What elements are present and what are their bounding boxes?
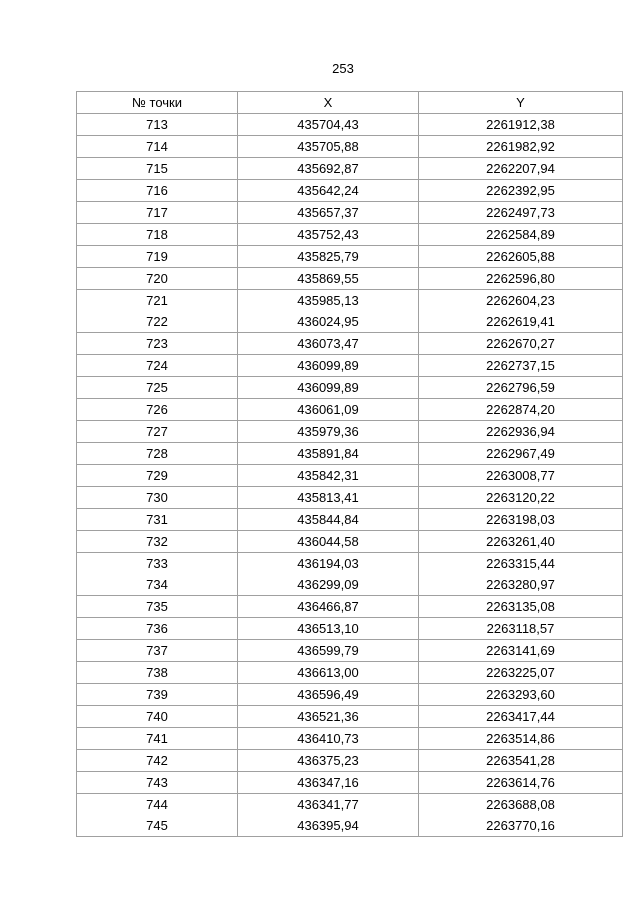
cell-point-number: 731	[77, 509, 238, 531]
cell-y: 2262584,89	[419, 224, 623, 246]
table-row	[77, 662, 623, 684]
cell-y: 2263008,77	[419, 465, 623, 487]
table-row	[77, 399, 623, 421]
cell-y: 2263198,03	[419, 509, 623, 531]
cell-point-number: 717	[77, 202, 238, 224]
cell-y: 2262796,59	[419, 377, 623, 399]
cell-y: 2263514,86	[419, 728, 623, 750]
cell-point-number: 736	[77, 618, 238, 640]
cell-point-number: 724	[77, 355, 238, 377]
table-row	[77, 640, 623, 662]
cell-x: 435869,55	[238, 268, 419, 290]
cell-y: 2263417,44	[419, 706, 623, 728]
cell-x: 436024,95	[238, 311, 419, 333]
table-row	[77, 333, 623, 355]
cell-x: 436596,49	[238, 684, 419, 706]
table-row	[77, 465, 623, 487]
header-point-number: № точки	[77, 92, 238, 114]
cell-y: 2263135,08	[419, 596, 623, 618]
cell-x: 435704,43	[238, 114, 419, 136]
cell-point-number: 719	[77, 246, 238, 268]
cell-y: 2263293,60	[419, 684, 623, 706]
cell-y: 2262605,88	[419, 246, 623, 268]
table-row	[77, 158, 623, 180]
cell-point-number: 720	[77, 268, 238, 290]
table-row	[77, 443, 623, 465]
cell-x: 435979,36	[238, 421, 419, 443]
table-row	[77, 772, 623, 794]
cell-x: 436613,00	[238, 662, 419, 684]
cell-point-number: 716	[77, 180, 238, 202]
cell-y: 2263261,40	[419, 531, 623, 553]
cell-point-number: 738	[77, 662, 238, 684]
cell-y: 2263280,97	[419, 574, 623, 596]
table-row	[77, 136, 623, 158]
table-row	[77, 487, 623, 509]
cell-x: 435985,13	[238, 290, 419, 312]
cell-y: 2263141,69	[419, 640, 623, 662]
cell-x: 436466,87	[238, 596, 419, 618]
cell-point-number: 728	[77, 443, 238, 465]
cell-point-number: 739	[77, 684, 238, 706]
cell-y: 2263541,28	[419, 750, 623, 772]
cell-x: 435813,41	[238, 487, 419, 509]
table-row	[77, 355, 623, 377]
cell-x: 435842,31	[238, 465, 419, 487]
cell-y: 2263120,22	[419, 487, 623, 509]
table-row	[77, 706, 623, 728]
table-row	[77, 311, 623, 333]
cell-x: 436521,36	[238, 706, 419, 728]
table-row	[77, 596, 623, 618]
cell-point-number: 721	[77, 290, 238, 312]
table-row	[77, 794, 623, 816]
table-row	[77, 224, 623, 246]
cell-point-number: 725	[77, 377, 238, 399]
header-y: Y	[419, 92, 623, 114]
cell-x: 435752,43	[238, 224, 419, 246]
cell-point-number: 742	[77, 750, 238, 772]
cell-y: 2262207,94	[419, 158, 623, 180]
table-row	[77, 421, 623, 443]
cell-point-number: 714	[77, 136, 238, 158]
table-row	[77, 509, 623, 531]
table-row	[77, 268, 623, 290]
table-row	[77, 618, 623, 640]
cell-point-number: 745	[77, 815, 238, 837]
table-header-row	[77, 92, 623, 114]
cell-x: 436395,94	[238, 815, 419, 837]
table-row	[77, 815, 623, 837]
page-number: 253	[332, 61, 354, 76]
cell-x: 436073,47	[238, 333, 419, 355]
cell-y: 2262392,95	[419, 180, 623, 202]
cell-y: 2261912,38	[419, 114, 623, 136]
cell-y: 2262874,20	[419, 399, 623, 421]
cell-y: 2262619,41	[419, 311, 623, 333]
cell-point-number: 743	[77, 772, 238, 794]
table-row	[77, 684, 623, 706]
cell-point-number: 729	[77, 465, 238, 487]
table-body	[77, 114, 623, 837]
cell-x: 436410,73	[238, 728, 419, 750]
cell-point-number: 744	[77, 794, 238, 816]
cell-y: 2263225,07	[419, 662, 623, 684]
cell-x: 435705,88	[238, 136, 419, 158]
cell-point-number: 713	[77, 114, 238, 136]
cell-point-number: 740	[77, 706, 238, 728]
table-row	[77, 246, 623, 268]
cell-x: 435844,84	[238, 509, 419, 531]
cell-x: 436099,89	[238, 355, 419, 377]
cell-x: 436061,09	[238, 399, 419, 421]
cell-y: 2262737,15	[419, 355, 623, 377]
cell-x: 435657,37	[238, 202, 419, 224]
cell-y: 2261982,92	[419, 136, 623, 158]
cell-point-number: 727	[77, 421, 238, 443]
cell-point-number: 723	[77, 333, 238, 355]
coordinates-table	[76, 91, 623, 837]
cell-x: 435692,87	[238, 158, 419, 180]
table-row	[77, 114, 623, 136]
table-row	[77, 750, 623, 772]
table-row	[77, 377, 623, 399]
cell-point-number: 735	[77, 596, 238, 618]
cell-x: 436044,58	[238, 531, 419, 553]
cell-point-number: 733	[77, 553, 238, 575]
cell-point-number: 734	[77, 574, 238, 596]
cell-point-number: 737	[77, 640, 238, 662]
cell-x: 436299,09	[238, 574, 419, 596]
header-x: X	[238, 92, 419, 114]
cell-y: 2263118,57	[419, 618, 623, 640]
cell-x: 436194,03	[238, 553, 419, 575]
table-row	[77, 180, 623, 202]
cell-x: 436099,89	[238, 377, 419, 399]
cell-y: 2263770,16	[419, 815, 623, 837]
cell-point-number: 730	[77, 487, 238, 509]
table-row	[77, 531, 623, 553]
cell-point-number: 732	[77, 531, 238, 553]
cell-x: 436341,77	[238, 794, 419, 816]
cell-point-number: 715	[77, 158, 238, 180]
cell-x: 435825,79	[238, 246, 419, 268]
cell-point-number: 726	[77, 399, 238, 421]
cell-point-number: 718	[77, 224, 238, 246]
cell-point-number: 741	[77, 728, 238, 750]
cell-x: 435891,84	[238, 443, 419, 465]
cell-x: 436599,79	[238, 640, 419, 662]
cell-y: 2263315,44	[419, 553, 623, 575]
cell-x: 436375,23	[238, 750, 419, 772]
table-row	[77, 202, 623, 224]
cell-y: 2262967,49	[419, 443, 623, 465]
cell-x: 436347,16	[238, 772, 419, 794]
cell-x: 435642,24	[238, 180, 419, 202]
cell-point-number: 722	[77, 311, 238, 333]
cell-y: 2262596,80	[419, 268, 623, 290]
table-row	[77, 553, 623, 575]
cell-y: 2262670,27	[419, 333, 623, 355]
cell-y: 2263688,08	[419, 794, 623, 816]
table-row	[77, 728, 623, 750]
table-row	[77, 290, 623, 312]
cell-y: 2262497,73	[419, 202, 623, 224]
cell-y: 2263614,76	[419, 772, 623, 794]
cell-x: 436513,10	[238, 618, 419, 640]
cell-y: 2262604,23	[419, 290, 623, 312]
cell-y: 2262936,94	[419, 421, 623, 443]
table-row	[77, 574, 623, 596]
